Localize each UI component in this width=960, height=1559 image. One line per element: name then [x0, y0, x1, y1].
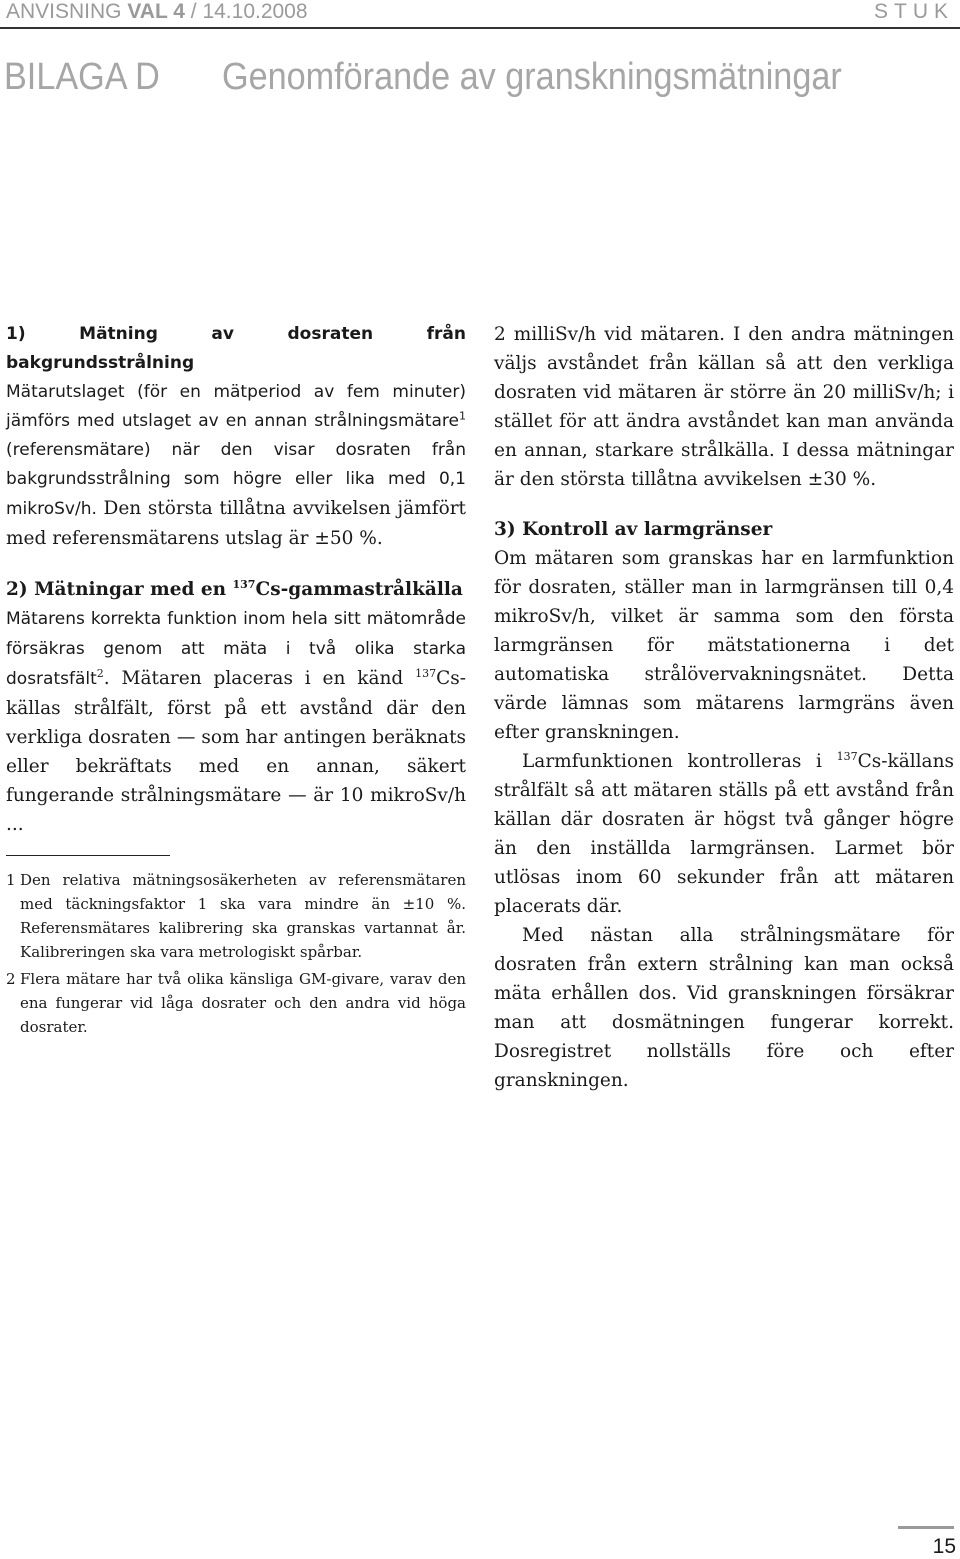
section-2-continued: 2 milliSv/h vid mätaren. I den andra mätningen väljs avståndet från källan så att den verkliga dosraten vid mätaren är större än 20 milliSv/h; i stället för att ändra avståndet kan man använda en annan, starkare strålkälla. I dessa mätningar är den största tillåtna avvikelsen ±30 %.	[494, 324, 954, 490]
section-2-paragraph	[6, 604, 466, 839]
header-guide-id: VAL 4	[127, 0, 185, 23]
page-number: 15	[932, 1535, 956, 1558]
section-1-text-a: Mätarutslaget (för en mätperiod av fem minuter) jämförs med utslaget av en annan strålningsmätare	[6, 382, 466, 431]
section-3-heading: 3) Kontroll av larmgränser	[494, 519, 773, 540]
left-column	[6, 320, 466, 839]
footnote-1-text: Den relativa mätningsosäkerheten av referensmätaren med täckningsfaktor 1 ska vara mindre än ±10 %. Referensmätares kalibrering ska granskas vartannat år. Kalibreringen ska vara metrologiskt spårbar.	[20, 871, 466, 961]
footnote-1-number: 1	[6, 871, 16, 889]
header-prefix: ANVISNING	[6, 0, 128, 23]
section-1-paragraph	[6, 378, 466, 554]
footnote-2-text: Flera mätare har två olika känsliga GM-givare, varav den ena fungerar vid låga dosrater och den andra vid höga dosrater.	[20, 970, 466, 1036]
page-title: Genomförande av granskningsmätningar	[222, 56, 842, 98]
section-2-heading-a: 2) Mätningar med en	[6, 579, 233, 600]
header-date: / 14.10.2008	[184, 0, 308, 23]
footnote-ref-2: 2	[96, 666, 104, 680]
page-number-rule	[898, 1526, 954, 1529]
section-2-text-a: Mätarens korrekta funktion inom hela sitt mätområde försäkras genom att mäta i två olika starka dosratsfält	[6, 609, 466, 689]
isotope-mass-number: 137	[232, 577, 256, 591]
section-2-text-b: . Mätaren placeras i en känd	[103, 668, 416, 689]
section-3-p2-text-a: Larmfunktionen kontrolleras i	[522, 751, 837, 772]
section-1-heading: 1) Mätning av dosraten från bakgrundsstrålning	[6, 324, 466, 373]
header-divider	[0, 27, 960, 29]
appendix-label: BILAGA D	[4, 56, 160, 98]
section-2-heading-b: Cs-gammastrålkälla	[255, 579, 463, 600]
header-document-ref	[6, 0, 308, 24]
page-header	[0, 0, 960, 28]
right-column	[494, 320, 954, 1095]
section-1-text-b: (referensmätare) när den visar dosraten från bakgrundsstrålning som högre eller lika med 0,1 mikroSv/h.	[6, 440, 466, 519]
header-publisher: STUK	[873, 0, 954, 23]
section-2-text-c: Cs-källas strålfält, först på ett avstånd där den verkliga dosraten — som har antingen beräknats eller bekräftats med en annan, säkert fungerande strålningsmätare — är 10 mikroSv/h ...	[6, 668, 466, 835]
section-3-p2-text-b: Cs-källans strålfält så att mätaren ställs på ett avstånd från källan där dosraten är högst två gånger högre än den inställda larmgränsen. Larmet bör utlösas inom 60 sekunder från att mätaren placerats där.	[494, 751, 954, 917]
isotope-mass-number-2: 137	[415, 666, 437, 680]
footnote-2	[6, 967, 466, 1039]
section-3-paragraph-3: Med nästan alla strålningsmätare för dosraten från extern strålning kan man också mäta erhållen dos. Vid granskningen försäkrar man att dosmätningen fungerar korrekt. Dosregistret nollställs före och efter granskningen.	[494, 925, 954, 1091]
section-3-paragraph-2	[494, 747, 954, 921]
footnote-2-number: 2	[6, 970, 16, 988]
section-2-heading	[6, 575, 466, 604]
footnote-ref-1: 1	[459, 409, 466, 423]
section-1-text-c: Den största tillåtna avvikelsen jämfört med referensmätarens utslag är ±50 %.	[6, 498, 466, 549]
footnote-1	[6, 868, 466, 964]
section-3-paragraph-1: Om mätaren som granskas har en larmfunktion för dosraten, ställer man in larmgränsen till 0,4 mikroSv/h, vilket är samma som den första larmgränsen för mätstationerna i det automatiska strålövervakningsnätet. Detta värde lämnas som mätarens larmgräns även efter granskningen.	[494, 548, 954, 743]
footnote-divider	[6, 855, 170, 856]
isotope-mass-number-3: 137	[836, 749, 858, 763]
footnotes	[6, 868, 466, 1042]
